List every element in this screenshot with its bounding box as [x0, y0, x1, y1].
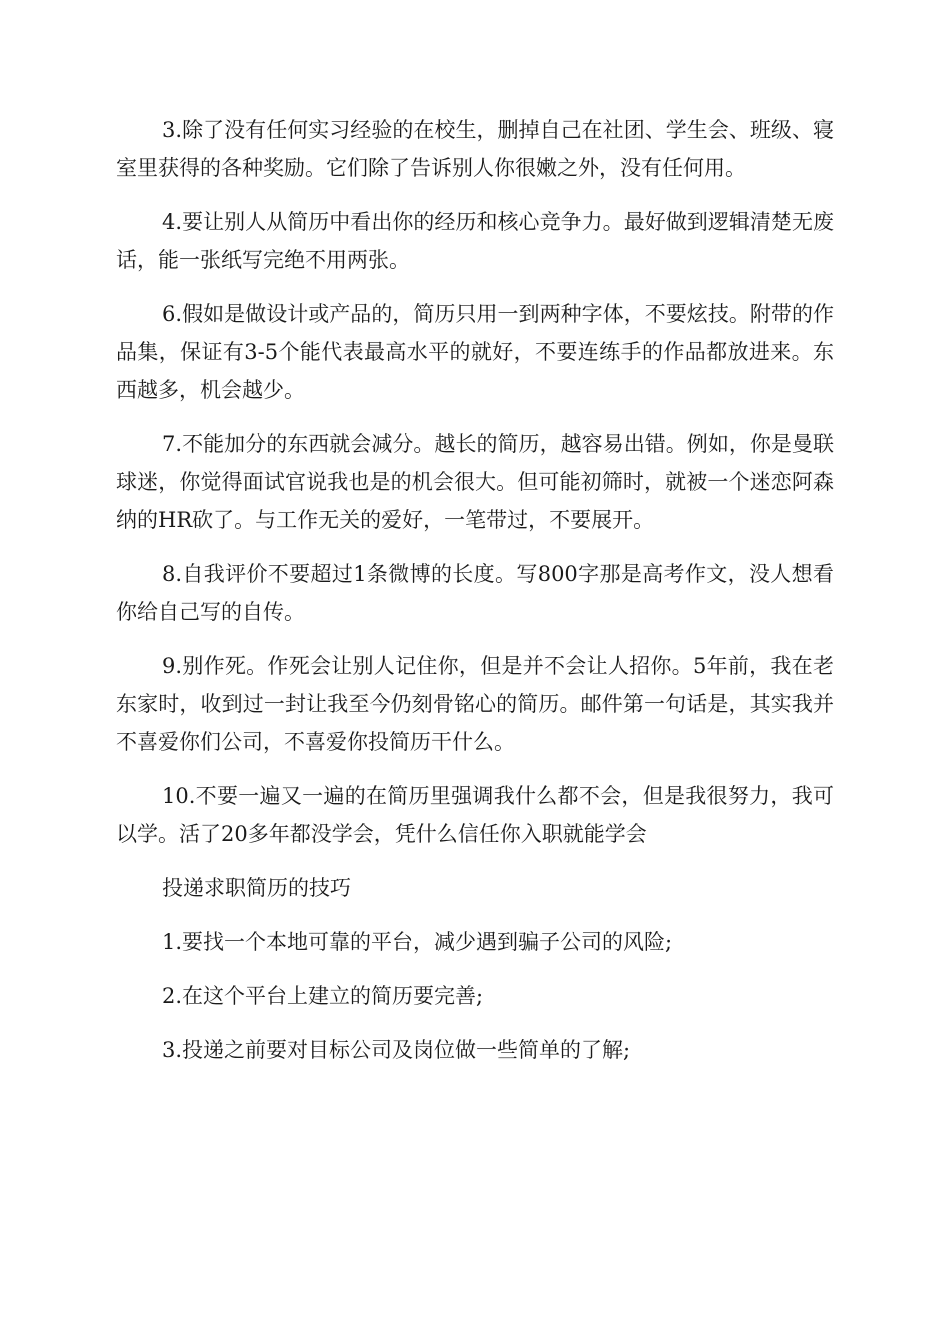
- paragraph-tip-7: 7.不能加分的东西就会减分。越长的简历，越容易出错。例如，你是曼联球迷，你觉得面试官说我也是的机会很大。但可能初筛时，就被一个迷恋阿森纳的HR砍了。与工作无关的爱好，一笔带过，不要展开。: [116, 432, 834, 532]
- paragraph-technique-3: 3.投递之前要对目标公司及岗位做一些简单的了解;: [162, 1038, 631, 1062]
- paragraph-tip-3: 3.除了没有任何实习经验的在校生，删掉自己在社团、学生会、班级、寝室里获得的各种奖励。它们除了告诉别人你很嫩之外，没有任何用。: [116, 118, 834, 180]
- paragraph-tip-9: 9.别作死。作死会让别人记住你，但是并不会让人招你。5年前，我在老东家时，收到过一封让我至今仍刻骨铭心的简历。邮件第一句话是，其实我并不喜爱你们公司，不喜爱你投简历干什么。: [116, 654, 834, 754]
- paragraph-technique-1: 1.要找一个本地可靠的平台，减少遇到骗子公司的风险;: [162, 930, 673, 954]
- paragraph-tip-10: 10.不要一遍又一遍的在简历里强调我什么都不会，但是我很努力，我可以学。活了20多年都没学会，凭什么信任你入职就能学会: [116, 784, 834, 846]
- paragraph-tip-4: 4.要让别人从简历中看出你的经历和核心竞争力。最好做到逻辑清楚无废话，能一张纸写完绝不用两张。: [116, 210, 834, 272]
- section-heading: 投递求职简历的技巧: [162, 876, 351, 900]
- paragraph-tip-6: 6.假如是做设计或产品的，简历只用一到两种字体，不要炫技。附带的作品集，保证有3-5个能代表最高水平的就好，不要连练手的作品都放进来。东西越多，机会越少。: [116, 302, 834, 402]
- document-body: [116, 111, 834, 1085]
- paragraph-tip-8: 8.自我评价不要超过1条微博的长度。写800字那是高考作文，没人想看你给自己写的自传。: [116, 562, 834, 624]
- paragraph-technique-2: 2.在这个平台上建立的简历要完善;: [162, 984, 484, 1008]
